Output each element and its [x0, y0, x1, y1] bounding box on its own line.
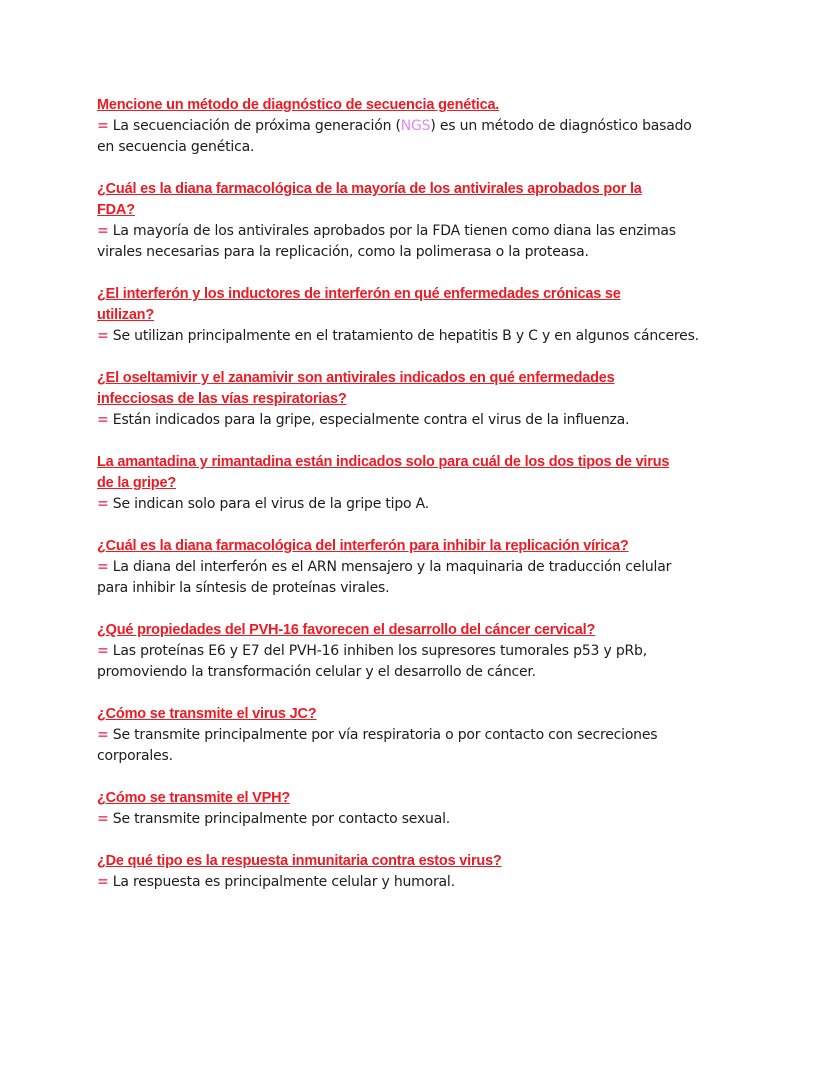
- question-line: ¿El oseltamivir y el zanamivir son antivirales indicados en qué enfermedades: [97, 370, 615, 386]
- answer-text: Están indicados para la gripe, especialmente contra el virus de la influenza.: [112, 412, 630, 428]
- answer-text: corporales.: [97, 748, 173, 764]
- qa-document: [97, 95, 757, 914]
- answer-text: Se transmite principalmente por vía respiratoria o por contacto con secreciones: [112, 727, 658, 743]
- answer-line: [97, 326, 757, 347]
- qa-item: [97, 284, 757, 347]
- answer-text: promoviendo la transformación celular y el desarrollo de cáncer.: [97, 664, 536, 680]
- question-line: ¿Qué propiedades del PVH-16 favorecen el desarrollo del cáncer cervical?: [97, 622, 596, 638]
- qa-item: [97, 95, 757, 158]
- answer-line: [97, 578, 757, 599]
- question-line: de la gripe?: [97, 475, 176, 491]
- question-line: infecciosas de las vías respiratorias?: [97, 391, 347, 407]
- qa-item: [97, 704, 757, 767]
- question-line: Mencione un método de diagnóstico de secuencia genética.: [97, 97, 500, 113]
- answer-text: ) es un método de diagnóstico basado: [430, 118, 692, 134]
- answer-line: [97, 410, 757, 431]
- qa-item: [97, 452, 757, 515]
- question-line: ¿De qué tipo es la respuesta inmunitaria contra estos virus?: [97, 853, 502, 869]
- qa-item: [97, 620, 757, 683]
- answer-prefix: =: [97, 643, 109, 659]
- answer-text: La mayoría de los antivirales aprobados por la FDA tienen como diana las enzimas: [112, 223, 676, 239]
- answer-text: La secuenciación de próxima generación (: [112, 118, 401, 134]
- question-line: ¿Cuál es la diana farmacológica del interferón para inhibir la replicación vírica?: [97, 538, 629, 554]
- answer-line: [97, 662, 757, 683]
- answer-prefix: =: [97, 727, 109, 743]
- answer-text: virales necesarias para la replicación, como la polimerasa o la proteasa.: [97, 244, 589, 260]
- answer-text: Se transmite principalmente por contacto sexual.: [112, 811, 451, 827]
- answer-text: Se indican solo para el virus de la gripe tipo A.: [112, 496, 430, 512]
- answer-line: [97, 809, 757, 830]
- answer-prefix: =: [97, 496, 109, 512]
- answer-line: [97, 557, 757, 578]
- answer-line: [97, 116, 757, 137]
- answer-prefix: =: [97, 874, 109, 890]
- answer-line: [97, 221, 757, 242]
- answer-text: en secuencia genética.: [97, 139, 255, 155]
- question-line: ¿Cómo se transmite el VPH?: [97, 790, 291, 806]
- answer-line: [97, 746, 757, 767]
- question-line: La amantadina y rimantadina están indicados solo para cuál de los dos tipos de virus: [97, 454, 670, 470]
- answer-text: La respuesta es principalmente celular y humoral.: [112, 874, 455, 890]
- qa-item: [97, 788, 757, 830]
- answer-text: La diana del interferón es el ARN mensajero y la maquinaria de traducción celular: [112, 559, 672, 575]
- answer-prefix: =: [97, 328, 109, 344]
- answer-line: [97, 641, 757, 662]
- answer-line: [97, 494, 757, 515]
- answer-text: Se utilizan principalmente en el tratamiento de hepatitis B y C y en algunos cánceres.: [112, 328, 699, 344]
- answer-line: [97, 137, 757, 158]
- question-line: ¿El interferón y los inductores de interferón en qué enfermedades crónicas se: [97, 286, 621, 302]
- question-line: ¿Cómo se transmite el virus JC?: [97, 706, 317, 722]
- answer-line: [97, 725, 757, 746]
- answer-prefix: =: [97, 223, 109, 239]
- qa-item: [97, 851, 757, 893]
- qa-item: [97, 536, 757, 599]
- question-line: utilizan?: [97, 307, 155, 323]
- highlighted-term: NGS: [400, 118, 431, 134]
- question-line: FDA?: [97, 202, 135, 218]
- answer-prefix: =: [97, 118, 109, 134]
- qa-item: [97, 368, 757, 431]
- question-line: ¿Cuál es la diana farmacológica de la mayoría de los antivirales aprobados por la: [97, 181, 642, 197]
- answer-prefix: =: [97, 811, 109, 827]
- answer-prefix: =: [97, 559, 109, 575]
- answer-line: [97, 872, 757, 893]
- qa-item: [97, 179, 757, 263]
- answer-text: Las proteínas E6 y E7 del PVH-16 inhiben los supresores tumorales p53 y pRb,: [112, 643, 647, 659]
- answer-prefix: =: [97, 412, 109, 428]
- answer-text: para inhibir la síntesis de proteínas virales.: [97, 580, 390, 596]
- answer-line: [97, 242, 757, 263]
